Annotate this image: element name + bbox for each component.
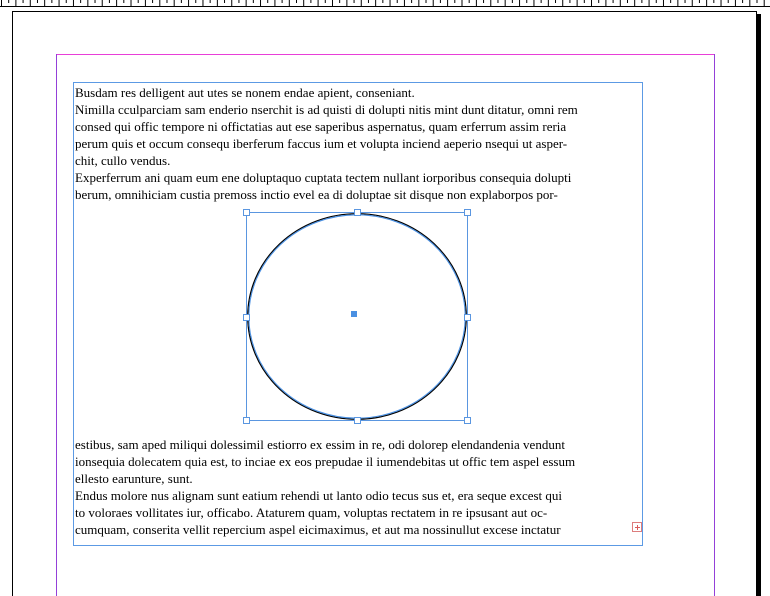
horizontal-ruler[interactable]: [0, 0, 770, 7]
center-point-marker[interactable]: [351, 311, 357, 317]
text-line: Endus molore nus alignam sunt eatium rehendi ut lanto odio tecus sus et, era seque excest qui: [75, 488, 563, 503]
left-column-guide: [56, 54, 57, 596]
text-line: berum, omnihiciam custia premoss inctio evel ea di doluptae sit disque non explaborpos por-: [75, 187, 558, 202]
plus-icon: [637, 525, 638, 530]
selection-handle-top-left[interactable]: [243, 209, 250, 216]
selection-handle-middle-left[interactable]: [243, 314, 250, 321]
text-line: cumquam, conserita vellit repercium aspel eicimaximus, et aut ma nossinullut excese inctatur: [75, 522, 561, 537]
text-block-top: [75, 84, 578, 203]
ellipse-shape[interactable]: [247, 213, 467, 420]
text-line: ionsequia dolecatem quia est, to inciae ex eos prepudae il iumendebitas ut offic tem aspel essum: [75, 454, 576, 469]
text-line: consed qui offic tempore ni offictatias aut ese saperibus aspernatus, quam erferrum assim reria: [75, 119, 567, 134]
text-line: ellesto earunture, sunt.: [75, 471, 193, 486]
text-line: Busdam res delligent aut utes se nonem endae apient, conseniant.: [75, 85, 415, 100]
right-column-guide: [714, 54, 715, 596]
text-line: perum quis et occum consequ iberferum faccus ium et volupta inciend aeperio nsequi ut asper-: [75, 136, 568, 151]
text-line: chit, cullo vendus.: [75, 153, 171, 168]
selection-handle-top-center[interactable]: [354, 209, 361, 216]
text-line: Experferrum ani quam eum ene doluptaquo cuptata tectem nullant iorporibus consequia dolupti: [75, 170, 572, 185]
selection-handle-bottom-center[interactable]: [354, 417, 361, 424]
text-block-bottom: [75, 436, 575, 538]
selection-handle-bottom-right[interactable]: [464, 417, 471, 424]
page-drop-shadow: [757, 14, 761, 596]
overset-text-indicator-icon[interactable]: [632, 522, 642, 532]
top-margin-guide: [56, 54, 715, 55]
selection-handle-top-right[interactable]: [464, 209, 471, 216]
text-line: Nimilla cculparciam sam enderio nserchit is ad quisti di dolupti nitis mint dunt ditatur, omni rem: [75, 102, 578, 117]
ellipse-selection-bounding-box[interactable]: [246, 212, 468, 421]
text-line: to voloraes vollitates iur, officabo. Ataturem quam, voluptas rectatem in re ipsusant aut oc-: [75, 505, 548, 520]
selection-handle-bottom-left[interactable]: [243, 417, 250, 424]
text-line: estibus, sam aped miliqui dolessimil estiorro ex essim in re, odi dolorep elendandenia vendunt: [75, 437, 565, 452]
selection-handle-middle-right[interactable]: [464, 314, 471, 321]
